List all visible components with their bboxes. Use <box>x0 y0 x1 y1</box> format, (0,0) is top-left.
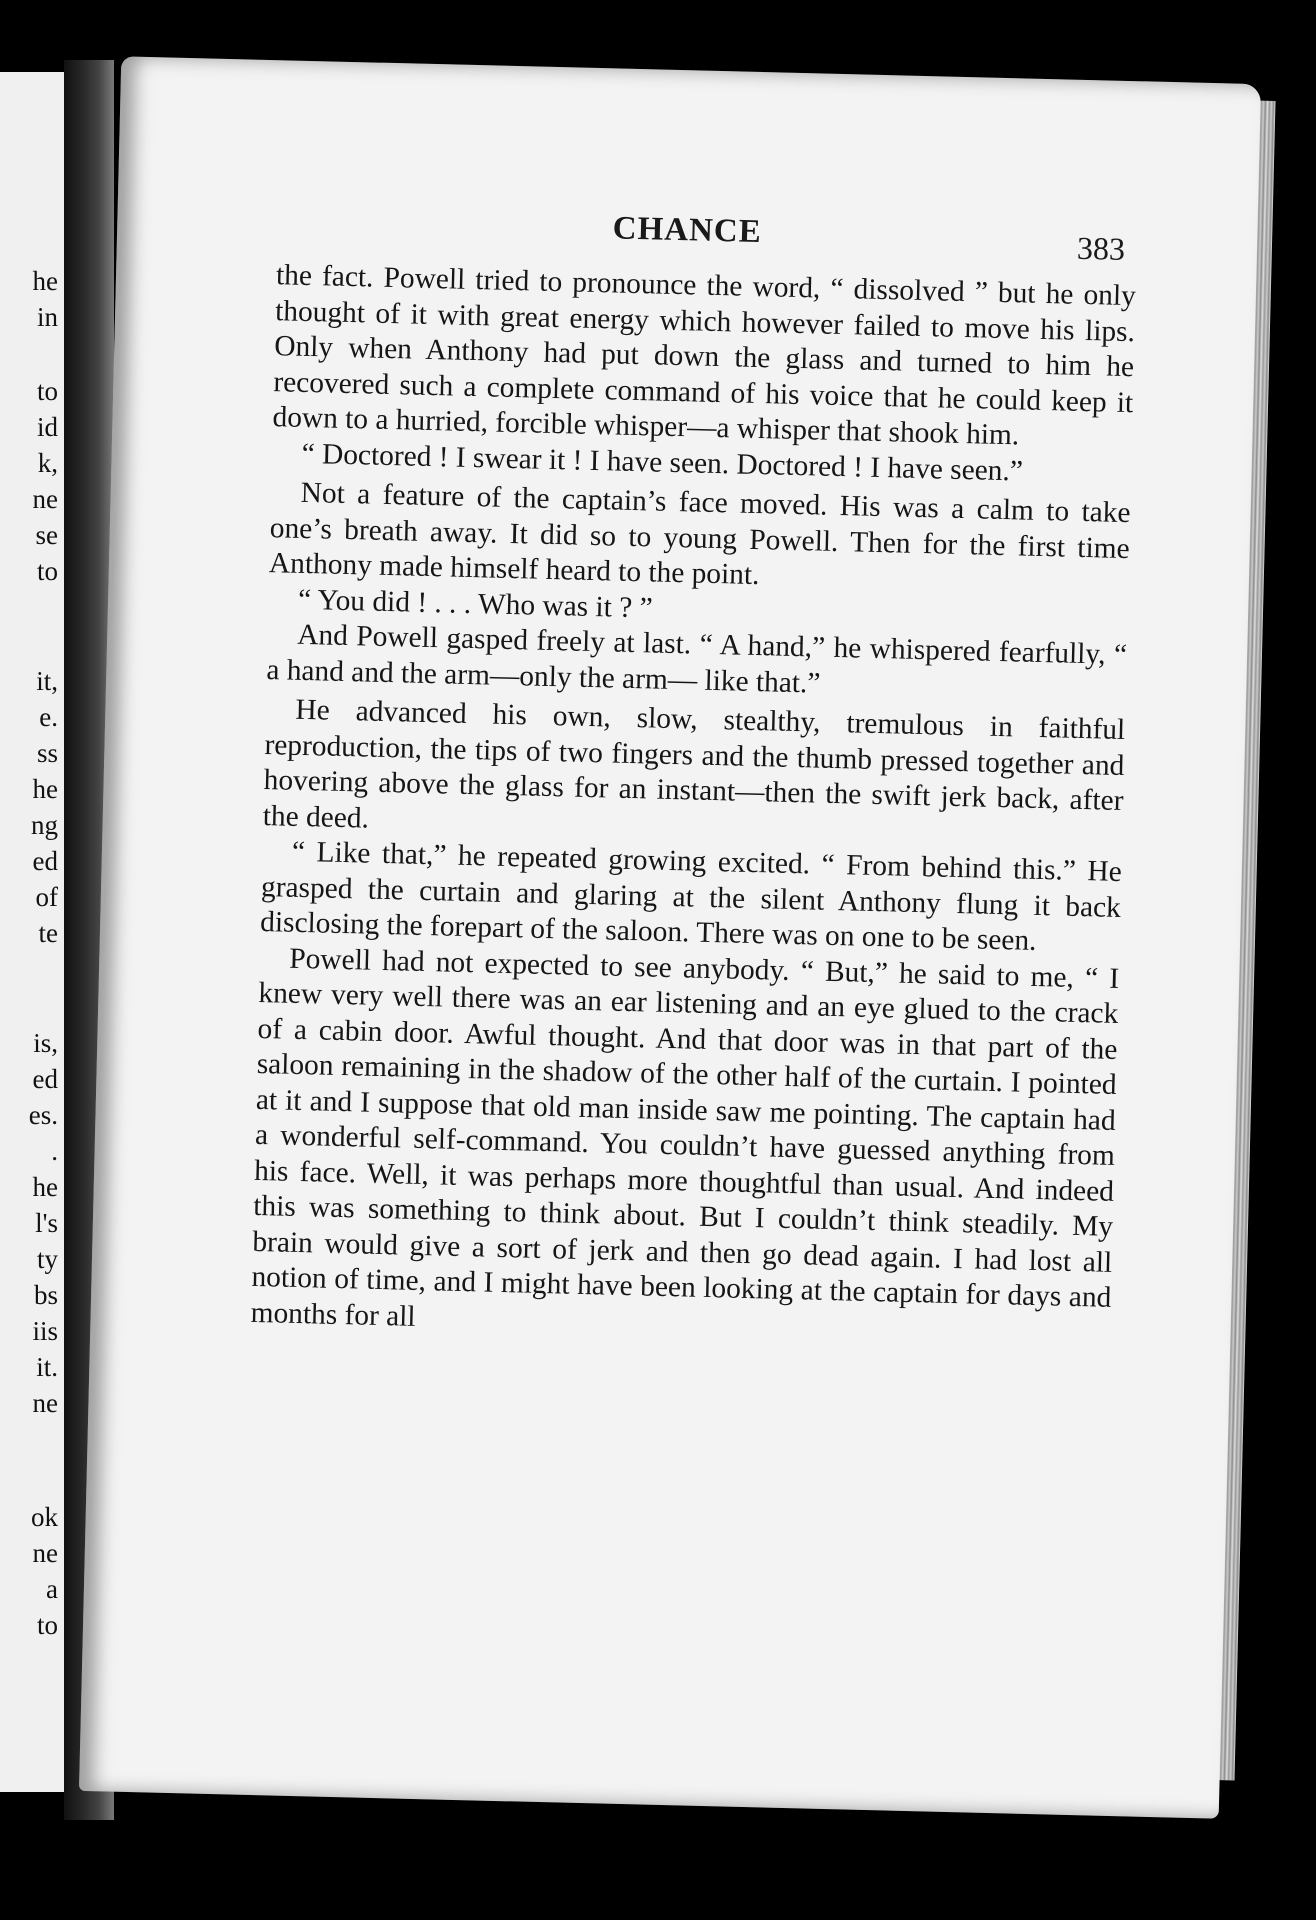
left-page-fragment: ng <box>31 810 58 840</box>
left-page-fragment: it, <box>36 666 58 696</box>
left-page-fragment: bs <box>33 1280 58 1310</box>
previous-page-edge <box>0 72 64 1792</box>
page-body-text <box>250 258 1136 1352</box>
left-page-fragment: k, <box>37 448 58 478</box>
left-page-fragment: to <box>36 1610 58 1640</box>
left-page-fragment: of <box>35 882 58 912</box>
left-page-fragment: l's <box>35 1208 58 1238</box>
paragraph: “ You did ! . . . Who was it ? ” <box>297 583 654 624</box>
left-page-fragment: to <box>36 556 58 586</box>
left-page-fragment: id <box>36 412 58 442</box>
left-page-fragment: it. <box>36 1352 58 1382</box>
left-page-fragment: ed <box>32 1064 58 1094</box>
left-page-fragment: is, <box>33 1028 58 1058</box>
left-page-fragment: he <box>32 1172 58 1202</box>
running-head: CHANCE <box>612 210 763 251</box>
left-page-fragment: . <box>51 1136 58 1166</box>
page-number: 383 <box>1076 229 1126 267</box>
left-page-fragment: te <box>38 918 58 948</box>
left-page-fragment: ss <box>36 738 58 768</box>
left-page-fragment: a <box>46 1574 58 1604</box>
left-page-fragment: he <box>32 266 58 296</box>
left-page-fragment: ne <box>32 484 58 514</box>
left-page-fragment: ok <box>31 1502 58 1532</box>
paragraph: Powell had not expected to see anybody. “ But,” he said to me, “ I knew very well there was an ear listening and an eye glued to the crack of a cabin door. Awful thought. And that door was in that part of the saloon remaining in the shadow of the other half of the curtain. I pointed at it and I suppose that old man inside saw me pointing. The captain had a wonderful self-command. You couldn’t have guessed anything from his face. Well, it was perhaps more thoughtful than usual. And indeed this was something to think about. But I couldn’t think steadily. My brain would give a sort of jerk and then go dead again. I had lost all notion of time, and I might have been looking at the captain for days and months for all <box>250 942 1120 1333</box>
left-page-fragment: ne <box>32 1388 58 1418</box>
paragraph: He advanced his own, slow, stealthy, tremulous in faithful reproduction, the tips of two fingers and the thumb pressed together and hovering above the glass for an instant—then the swift jerk back, after the deed. <box>262 693 1126 835</box>
paragraph: And Powell gasped freely at last. “ A hand,” he whispered fearfully, “ a hand and the arm—only the arm— like that.” <box>266 618 1128 700</box>
left-page-fragment: se <box>35 520 58 550</box>
left-page-fragment: ed <box>32 846 58 876</box>
paragraph: “ Doctored ! I swear it ! I have seen. Doctored ! I have seen.” <box>301 437 1024 487</box>
paragraph: “ Like that,” he repeated growing excited. “ From behind this.” He grasped the curtain and glaring at the silent Anthony flung it back disclosing the forepart of the saloon. There was on one to be seen. <box>259 835 1123 957</box>
left-page-fragment: he <box>32 774 58 804</box>
book-page <box>79 56 1261 1818</box>
left-page-fragment: ne <box>32 1538 58 1568</box>
left-page-fragment: e. <box>39 702 58 732</box>
left-page-fragment: es. <box>28 1100 58 1130</box>
paragraph: Not a feature of the captain’s face moved. His was a calm to take one’s breath away. It did so to young Powell. Then for the first time Anthony made himself heard to the point. <box>268 476 1131 592</box>
paragraph: the fact. Powell tried to pronounce the word, “ dissolved ” but he only thought of it with great energy which however failed to move his lips. Only when Anthony had put down the glass and turned to him he recovered such a complete command of his voice that he could keep it down to a hurried, forcible whisper—a whisper that shook him. <box>272 259 1137 452</box>
left-page-fragment: iis <box>32 1316 58 1346</box>
left-page-fragment: to <box>36 376 58 406</box>
left-page-fragment: in <box>36 302 58 332</box>
left-page-fragment: ty <box>36 1244 58 1274</box>
